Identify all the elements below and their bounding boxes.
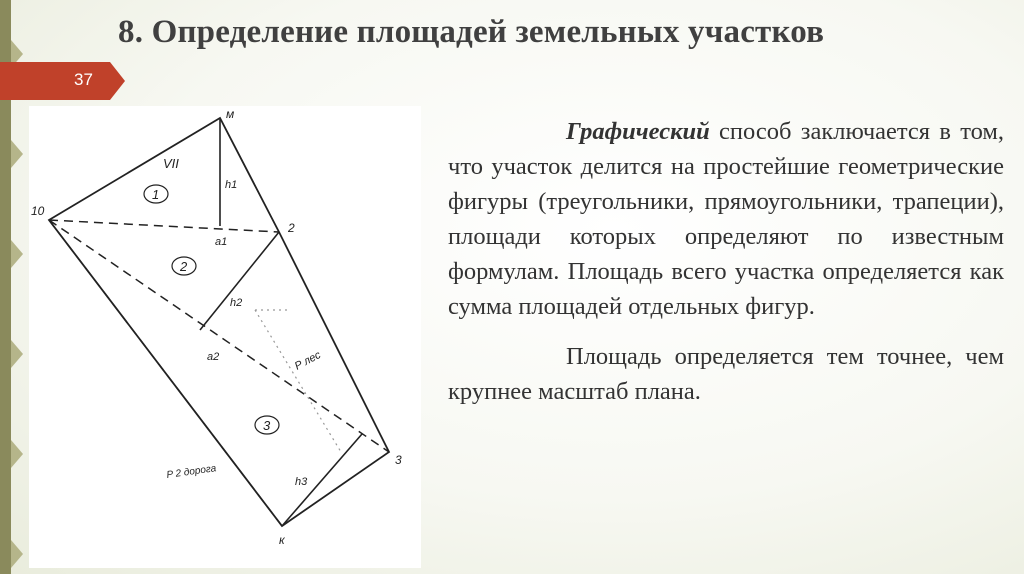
vertex-10-label: 10 — [31, 204, 45, 218]
region-1-label: 1 — [152, 187, 160, 202]
road-label: P 2 дорога — [165, 463, 217, 481]
vertex-3-label: 3 — [395, 453, 402, 467]
height-h3-label: h3 — [295, 476, 308, 488]
diagonal-10-2 — [49, 220, 279, 232]
region-roman-label: VII — [163, 156, 179, 171]
base-a1-label: a1 — [215, 236, 228, 248]
height-h2-label: h2 — [230, 297, 243, 309]
land-parcel-diagram — [29, 106, 421, 568]
method-term: Графический — [566, 118, 710, 145]
paragraph-1 — [448, 114, 1004, 324]
paragraph-2: Площадь определяется тем точнее, чем крупнее масштаб плана. — [448, 343, 1004, 405]
slide-number: 37 — [74, 70, 93, 89]
vertex-m-label: м — [226, 107, 235, 121]
base-a2-label: a2 — [207, 351, 220, 363]
parcel-boundary — [49, 118, 389, 526]
height-h1-label: h1 — [225, 179, 238, 191]
diagonal-10-3 — [49, 220, 389, 452]
paragraph-1-text: способ заключается в том, что участок делится на простейшие геометрические фигуры (треугольники, прямоугольники, трапеции), площади которых определяют по известным формулам. Площадь всего участка определяется как сумма площадей отдельных фигур. — [448, 118, 1004, 320]
vertex-k-label: к — [279, 533, 285, 547]
page-title: 8. Определение площадей земельных участков — [118, 14, 825, 50]
body-text — [448, 114, 1004, 409]
region-2-label: 2 — [180, 259, 188, 274]
vertex-2-label: 2 — [288, 221, 295, 235]
height-h2 — [200, 232, 279, 330]
region-3-label: 3 — [263, 418, 271, 433]
forest-label: P лес — [292, 349, 323, 373]
